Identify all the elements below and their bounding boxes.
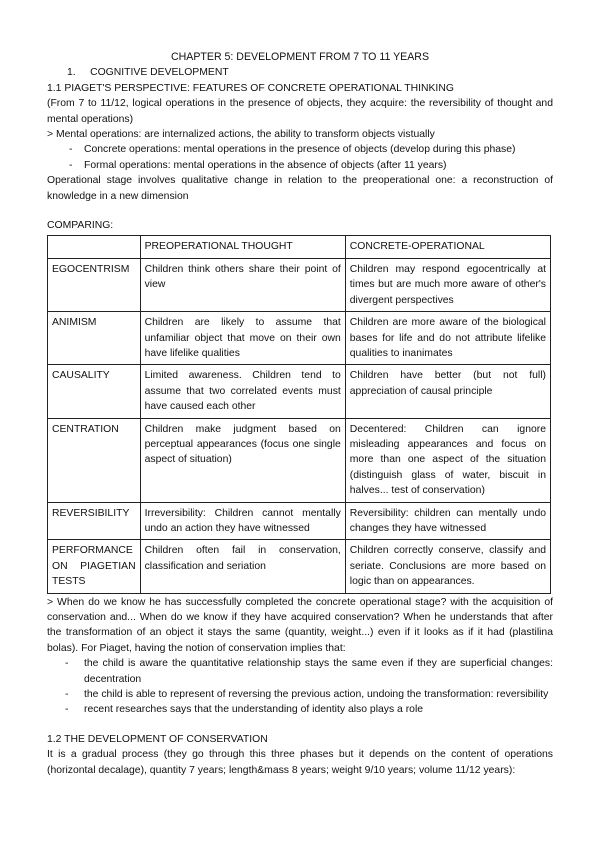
- table-header-cell: CONCRETE-OPERATIONAL: [345, 236, 550, 258]
- comparison-table: [47, 235, 551, 593]
- conservation-paragraph: > When do we know he has successfully completed the concrete operational stage? with the acquisition of conservation and... When do we know if they have acquired conservation? When he understands that after the transformation of an object it stays the same (quantity, weight...) even if it looks as if it had (plastilina bolas). For Piaget, having the notion of conservation implies that:: [47, 596, 553, 654]
- list-item: - recent researches says that the understanding of identity also plays a role: [65, 702, 553, 717]
- table-cell: Reversibility: children can mentally undo changes they have witnessed: [345, 502, 550, 540]
- document-page: [47, 50, 553, 778]
- row-label: EGOCENTRISM: [48, 258, 141, 311]
- table-row: [48, 312, 551, 365]
- list-item: - Formal operations: mental operations in the absence of objects (after 11 years): [69, 158, 553, 173]
- table-cell: Children think others share their point of view: [140, 258, 345, 311]
- row-label: CENTRATION: [48, 418, 141, 502]
- list-item: - Concrete operations: mental operations in the presence of objects (develop during this phase): [69, 142, 553, 157]
- table-cell: Children often fail in conservation, classification and seriation: [140, 540, 345, 593]
- table-cell: Limited awareness. Children tend to assume that two correlated events must have caused each other: [140, 365, 345, 418]
- list-item: - the child is aware the quantitative relationship stays the same even if they are superficial changes: decentration: [65, 656, 553, 687]
- table-row: [48, 502, 551, 540]
- section-1-heading: 1. COGNITIVE DEVELOPMENT: [67, 67, 229, 79]
- row-label: ANIMISM: [48, 312, 141, 365]
- table-cell: Children may respond egocentrically at times but are much more aware of other's divergent perspectives: [345, 258, 550, 311]
- table-header-row: [48, 236, 551, 258]
- table-cell: Children have better (but not full) appreciation of causal principle: [345, 365, 550, 418]
- operational-stage-paragraph: Operational stage involves qualitative change in relation to the preoperational one: a reconstruction of knowledge in a new dimension: [47, 175, 553, 202]
- row-label: PERFORMANCE ON PIAGETIAN TESTS: [48, 540, 141, 593]
- table-cell: Children are more aware of the biological bases for life and do not attribute lifelike qualities to inanimates: [345, 312, 550, 365]
- table-cell: Children make judgment based on perceptual appearances (focus one single aspect of situation): [140, 418, 345, 502]
- intro-paragraph: (From 7 to 11/12, logical operations in the presence of objects, they acquire: the reversibility of thought and mental operations): [47, 98, 553, 125]
- comparing-label: COMPARING:: [47, 220, 114, 232]
- operations-list: [47, 142, 553, 173]
- section-1-1-heading: 1.1 PIAGET'S PERSPECTIVE: FEATURES OF CONCRETE OPERATIONAL THINKING: [47, 82, 454, 94]
- table-row: [48, 365, 551, 418]
- conservation-list: [47, 656, 553, 718]
- table-cell: Children correctly conserve, classify and seriate. Conclusions are more based on logic than on appearances.: [345, 540, 550, 593]
- table-header-cell: [48, 236, 141, 258]
- row-label: CAUSALITY: [48, 365, 141, 418]
- chapter-title: CHAPTER 5: DEVELOPMENT FROM 7 TO 11 YEARS: [170, 51, 430, 63]
- list-item: - the child is able to represent of reversing the previous action, undoing the transformation: reversibility: [65, 687, 553, 702]
- section-1-2-heading: 1.2 THE DEVELOPMENT OF CONSERVATION: [47, 733, 268, 745]
- mental-operations-line: > Mental operations: are internalized actions, the ability to transform objects vistually: [47, 129, 435, 141]
- row-label: REVERSIBILITY: [48, 502, 141, 540]
- table-row: [48, 418, 551, 502]
- table-cell: Decentered: Children can ignore misleading appearances and focus on more than one aspect of the situation (distinguish glass of water, biscuit in halves... test of conservation): [345, 418, 550, 502]
- table-cell: Irreversibility: Children cannot mentally undo an action they have witnessed: [140, 502, 345, 540]
- table-cell: Children are likely to assume that unfamiliar object that move on their own have lifelike qualities: [140, 312, 345, 365]
- section-1-2-paragraph: It is a gradual process (they go through this three phases but it depends on the content of operations (horizontal decalage), quantity 7 years; length&mass 8 years; weight 9/10 years; volume 11/12 years):: [47, 749, 553, 776]
- table-header-cell: PREOPERATIONAL THOUGHT: [140, 236, 345, 258]
- table-row: [48, 258, 551, 311]
- table-row: [48, 540, 551, 593]
